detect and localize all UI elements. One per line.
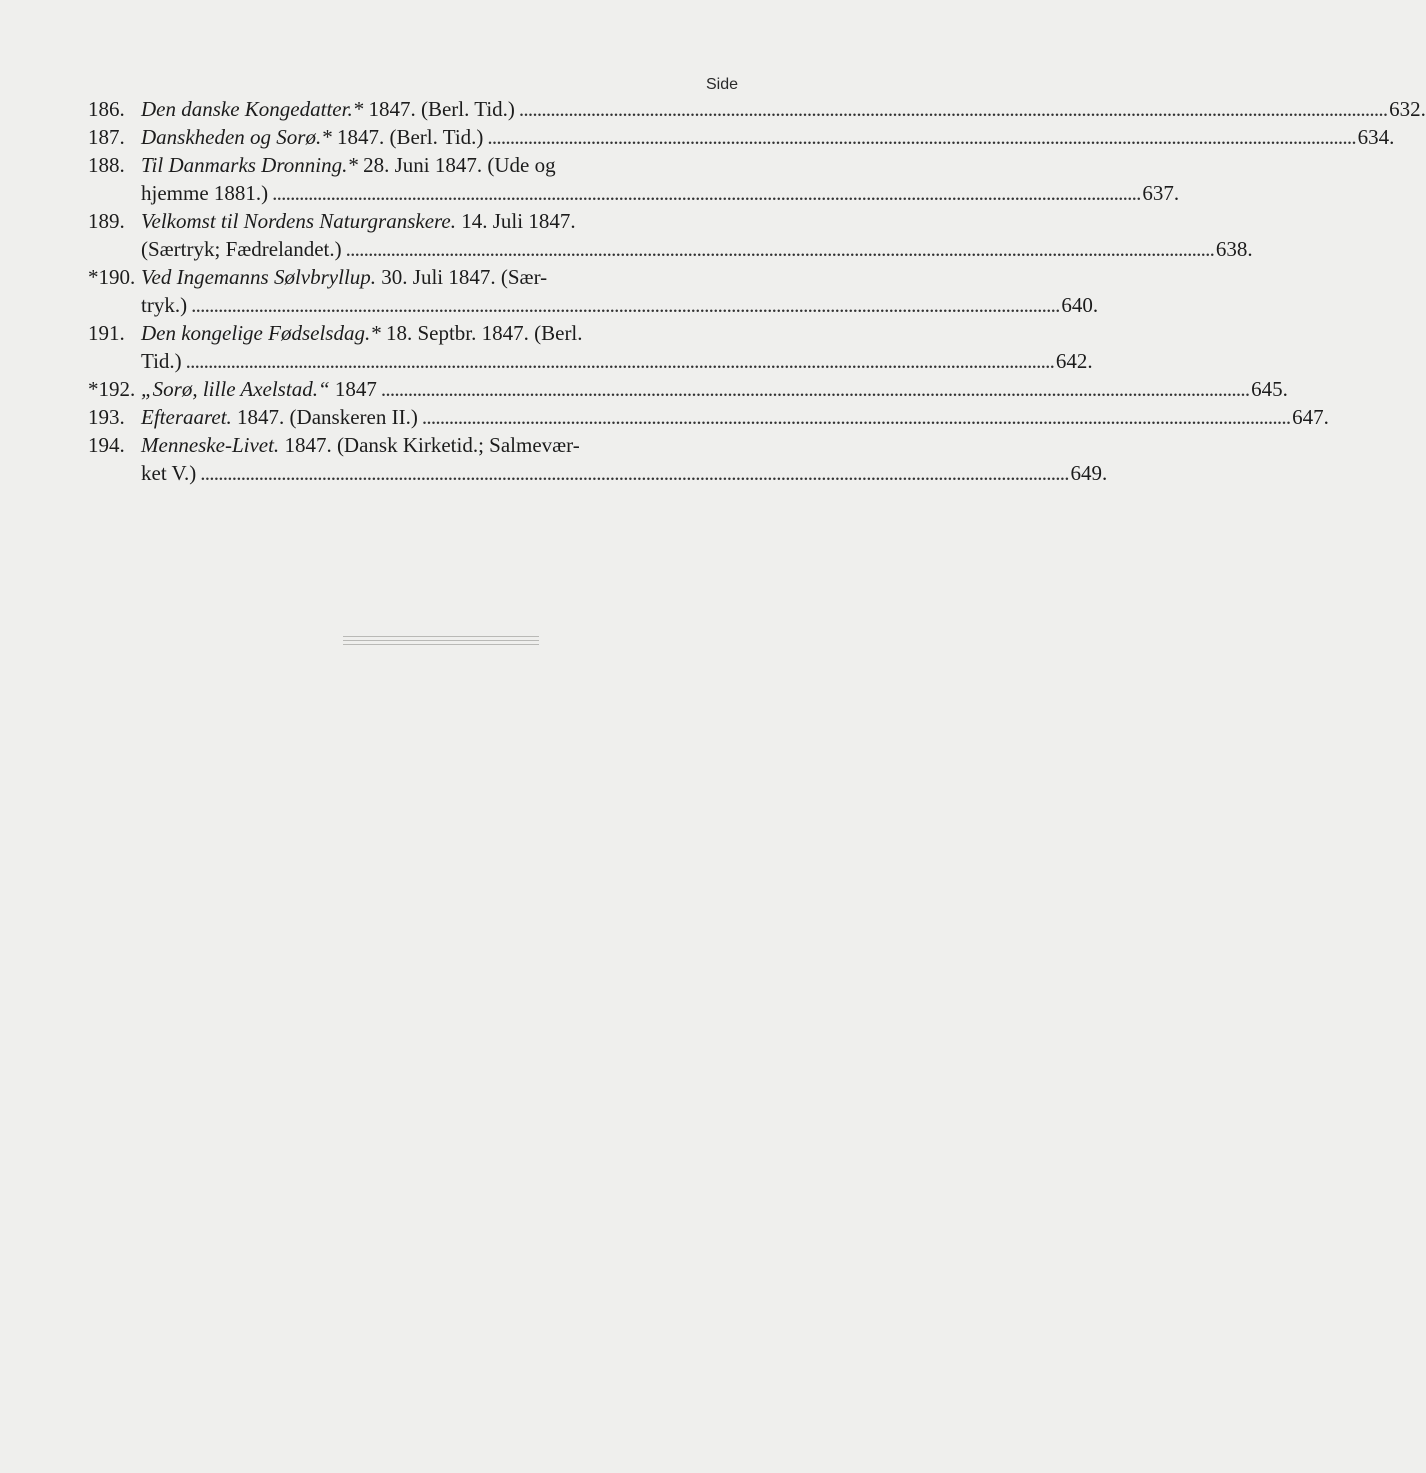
page-number: 638. [1215, 237, 1253, 261]
entry-title: Menneske-Livet. [141, 433, 280, 457]
dot-leader [346, 235, 1212, 263]
entry-title: Efteraaret. [141, 405, 232, 429]
dot-leader [519, 95, 1385, 123]
entry-details: 1847. (Berl. Tid.) [331, 125, 484, 149]
entry-title: Den kongelige Fødselsdag.* [141, 321, 381, 345]
entry-number: 191. [88, 321, 125, 345]
dot-leader [487, 123, 1353, 151]
entry-title: Velkomst til Nordens Naturgranskere. [141, 209, 456, 233]
entry-details: hjemme 1881.) [141, 181, 269, 205]
dot-leader [381, 375, 1247, 403]
entry-number: 193. [88, 405, 125, 429]
page-number: 634. [1357, 125, 1395, 149]
toc-entry [88, 375, 1288, 403]
divider-line [343, 644, 539, 645]
entry-line [141, 263, 1098, 291]
page-number: 649. [1070, 461, 1108, 485]
toc-entry [88, 95, 1426, 123]
dot-leader [191, 291, 1057, 319]
dot-leader [272, 179, 1138, 207]
page-number: 637. [1142, 181, 1180, 205]
entry-line [141, 431, 1107, 459]
entry-details: 1847 [329, 377, 377, 401]
entry-title: Ved Ingemanns Sølvbryllup. [141, 265, 377, 289]
entry-line [141, 403, 1329, 431]
entry-details: 1847. (Danskeren II.) [231, 405, 418, 429]
entry-title: Den danske Kongedatter.* [141, 97, 364, 121]
entry-line [141, 375, 1288, 403]
entry-number: 188. [88, 153, 125, 177]
entry-details: tryk.) [141, 293, 188, 317]
toc-entry [88, 207, 1253, 263]
page-number: 632. [1389, 97, 1426, 121]
entry-line [141, 459, 1107, 487]
entry-number: *192. [88, 377, 136, 401]
entry-line [141, 319, 1093, 347]
entry-details: 14. Juli 1847. [455, 209, 576, 233]
entry-line [141, 235, 1253, 263]
dot-leader [422, 403, 1288, 431]
dot-leader [200, 459, 1066, 487]
entry-line [141, 207, 1253, 235]
entry-details: (Særtryk; Fædrelandet.) [141, 237, 342, 261]
toc-entry [88, 263, 1099, 319]
entry-line [141, 291, 1098, 319]
entry-line [141, 151, 1179, 179]
page-number: 640. [1061, 293, 1099, 317]
toc-entry [88, 123, 1395, 151]
page-number: 642. [1055, 349, 1093, 373]
entry-details: 30. Juli 1847. (Sær- [376, 265, 548, 289]
entry-number: 189. [88, 209, 125, 233]
entry-title: Danskheden og Sorø.* [141, 125, 332, 149]
entry-line [141, 123, 1394, 151]
entry-title: „Sorø, lille Axelstad.“ [141, 377, 330, 401]
page-column-header: Side [705, 76, 738, 93]
entry-details: ket V.) [141, 461, 197, 485]
divider-line [343, 640, 539, 641]
entry-details: 1847. (Dansk Kirketid.; Salmevær- [279, 433, 580, 457]
entry-line [141, 95, 1426, 123]
dot-leader [186, 347, 1052, 375]
entry-details: Tid.) [141, 349, 182, 373]
toc-entry [88, 431, 1108, 487]
entry-details: 28. Juni 1847. (Ude og [357, 153, 556, 177]
page-number: 647. [1292, 405, 1329, 429]
entry-details: 18. Septbr. 1847. (Berl. [380, 321, 583, 345]
divider-line [343, 636, 539, 637]
toc-entry [88, 151, 1180, 207]
toc-entry [88, 403, 1329, 431]
toc-entry [88, 319, 1093, 375]
entry-details: 1847. (Berl. Tid.) [363, 97, 515, 121]
entry-number: 187. [88, 125, 125, 149]
entry-line [141, 347, 1093, 375]
table-of-contents [88, 95, 1426, 487]
entry-number: *190. [88, 265, 136, 289]
page-number: 645. [1251, 377, 1288, 401]
entry-line [141, 179, 1179, 207]
entry-number: 186. [88, 97, 125, 121]
entry-number: 194. [88, 433, 125, 457]
entry-title: Til Danmarks Dronning.* [141, 153, 358, 177]
